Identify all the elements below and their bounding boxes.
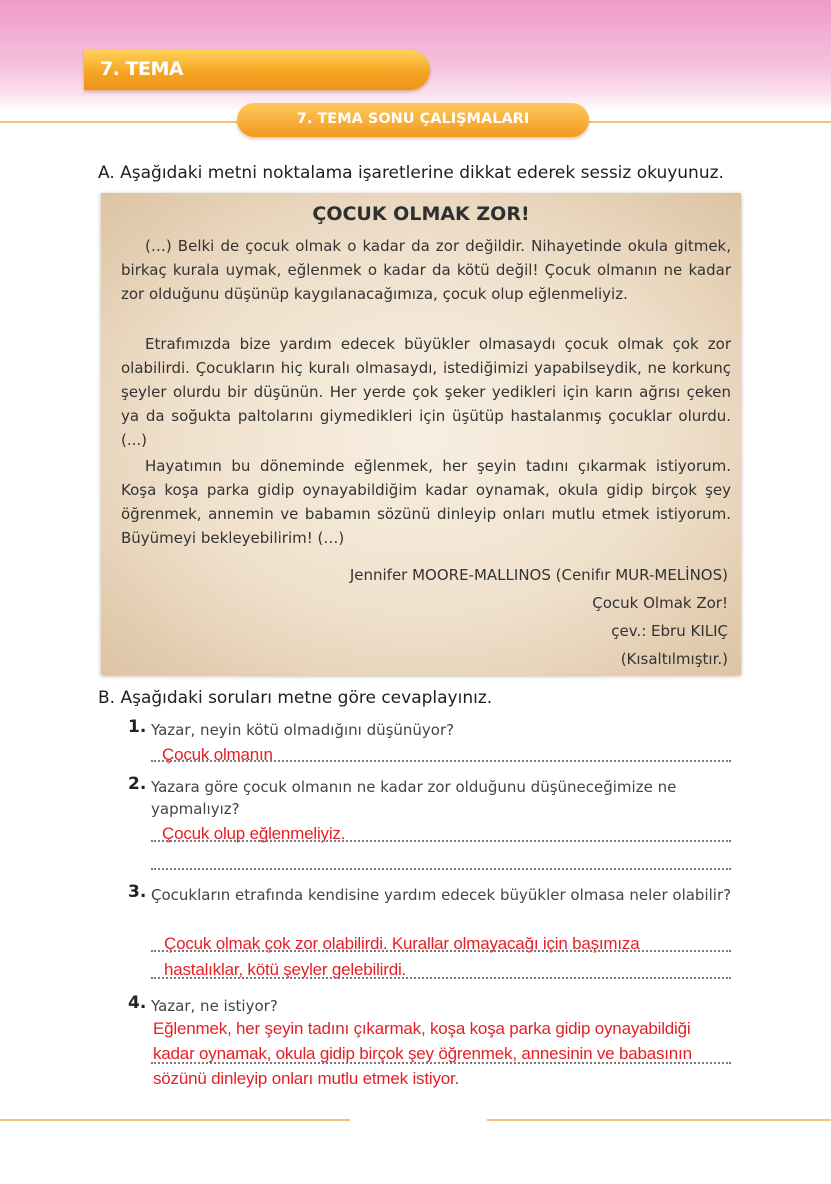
answer-text: hastalıklar, kötü şeyler gelebilirdi. bbox=[164, 960, 407, 979]
answer-text: sözünü dinleyip onları mutlu etmek istiyor. bbox=[153, 1069, 460, 1088]
question-number: 1. bbox=[128, 717, 147, 737]
answer-text: Çocuk olmak çok zor olabilirdi. Kurallar olmayacağı için başımıza bbox=[164, 934, 640, 953]
story-paragraph-1: (…) Belki de çocuk olmak o kadar da zor değildir. Nihayetinde okula gitmek, birkaç kurala uymak, eğlenmek o kadar da kötü değil! Çocuk olmanın ne kadar zor olduğunu düşünüp kaygılanacağımıza, çocuk olup eğlenmeliyiz. bbox=[121, 237, 731, 303]
answer-line[interactable] bbox=[151, 840, 731, 842]
subtitle-text: 7. TEMA SONU ÇALIŞMALARI bbox=[296, 111, 530, 127]
answer-text: kadar oynamak, okula gidip birçok şey öğrenmek, annesinin ve babasının bbox=[153, 1044, 692, 1063]
answer-text: Çocuk olup eğlenmeliyiz. bbox=[162, 824, 346, 843]
tema-title: 7. TEMA bbox=[100, 58, 184, 80]
story-translator: çev.: Ebru KILIÇ bbox=[611, 622, 728, 640]
footer-divider-left bbox=[0, 1119, 350, 1121]
story-paragraph-3: Hayatımın bu döneminde eğlenmek, her şeyin tadını çıkarmak istiyorum. Koşa koşa parka gidip oynayabildiğim kadar oynamak, okula gidip birçok şey öğrenmek, annemin ve babamın sözünü dinleyip onları mutlu etmek istiyorum. Büyümeyi bekleyebilirim! (…) bbox=[121, 457, 731, 547]
story-paragraph-2: Etrafımızda bize yardım edecek büyükler olmasaydı çocuk olmak çok zor olabilirdi. Çocukların hiç kuralı olmasaydı, istediğimizi yapabilseydik, ne korkunç şeyler olurdu bir düşünün. Her yerde çok şeker yedikleri için karın ağrısı çeken ya da soğukta paltolarını giymedikleri için üşütüp hastalanmış çocuklar olurdu. (...) bbox=[121, 335, 731, 449]
footer-divider-right bbox=[487, 1119, 831, 1121]
question-text: Yazar, neyin kötü olmadığını düşünüyor? bbox=[151, 721, 455, 739]
story-title: ÇOCUK OLMAK ZOR! bbox=[312, 203, 530, 225]
answer-text: Çocuk olmanın bbox=[162, 745, 273, 764]
story-author: Jennifer MOORE-MALLINOS (Cenifır MUR-MELİNOS) bbox=[349, 566, 728, 584]
answer-line[interactable] bbox=[151, 977, 731, 979]
story-book: Çocuk Olmak Zor! bbox=[592, 594, 728, 612]
answer-line[interactable] bbox=[151, 950, 731, 952]
section-b-heading: B. Aşağıdaki soruları metne göre cevaplayınız. bbox=[98, 688, 493, 708]
answer-line[interactable] bbox=[151, 868, 731, 870]
answer-text: Eğlenmek, her şeyin tadını çıkarmak, koşa koşa parka gidip oynayabildiği bbox=[153, 1019, 691, 1038]
question-text: Yazara göre çocuk olmanın ne kadar zor olduğunu düşüneceğimize ne yapmalıyız? bbox=[151, 778, 677, 818]
question-number: 3. bbox=[128, 882, 147, 902]
answer-line[interactable] bbox=[151, 1062, 731, 1064]
story-note: (Kısaltılmıştır.) bbox=[620, 650, 728, 668]
section-a-heading: A. Aşağıdaki metni noktalama işaretlerine dikkat ederek sessiz okuyunuz. bbox=[98, 163, 724, 183]
question-text: Yazar, ne istiyor? bbox=[151, 997, 278, 1015]
question-number: 4. bbox=[128, 993, 147, 1013]
question-text: Çocukların etrafında kendisine yardım edecek büyükler olmasa neler olabilir? bbox=[151, 886, 732, 904]
question-number: 2. bbox=[128, 774, 147, 794]
